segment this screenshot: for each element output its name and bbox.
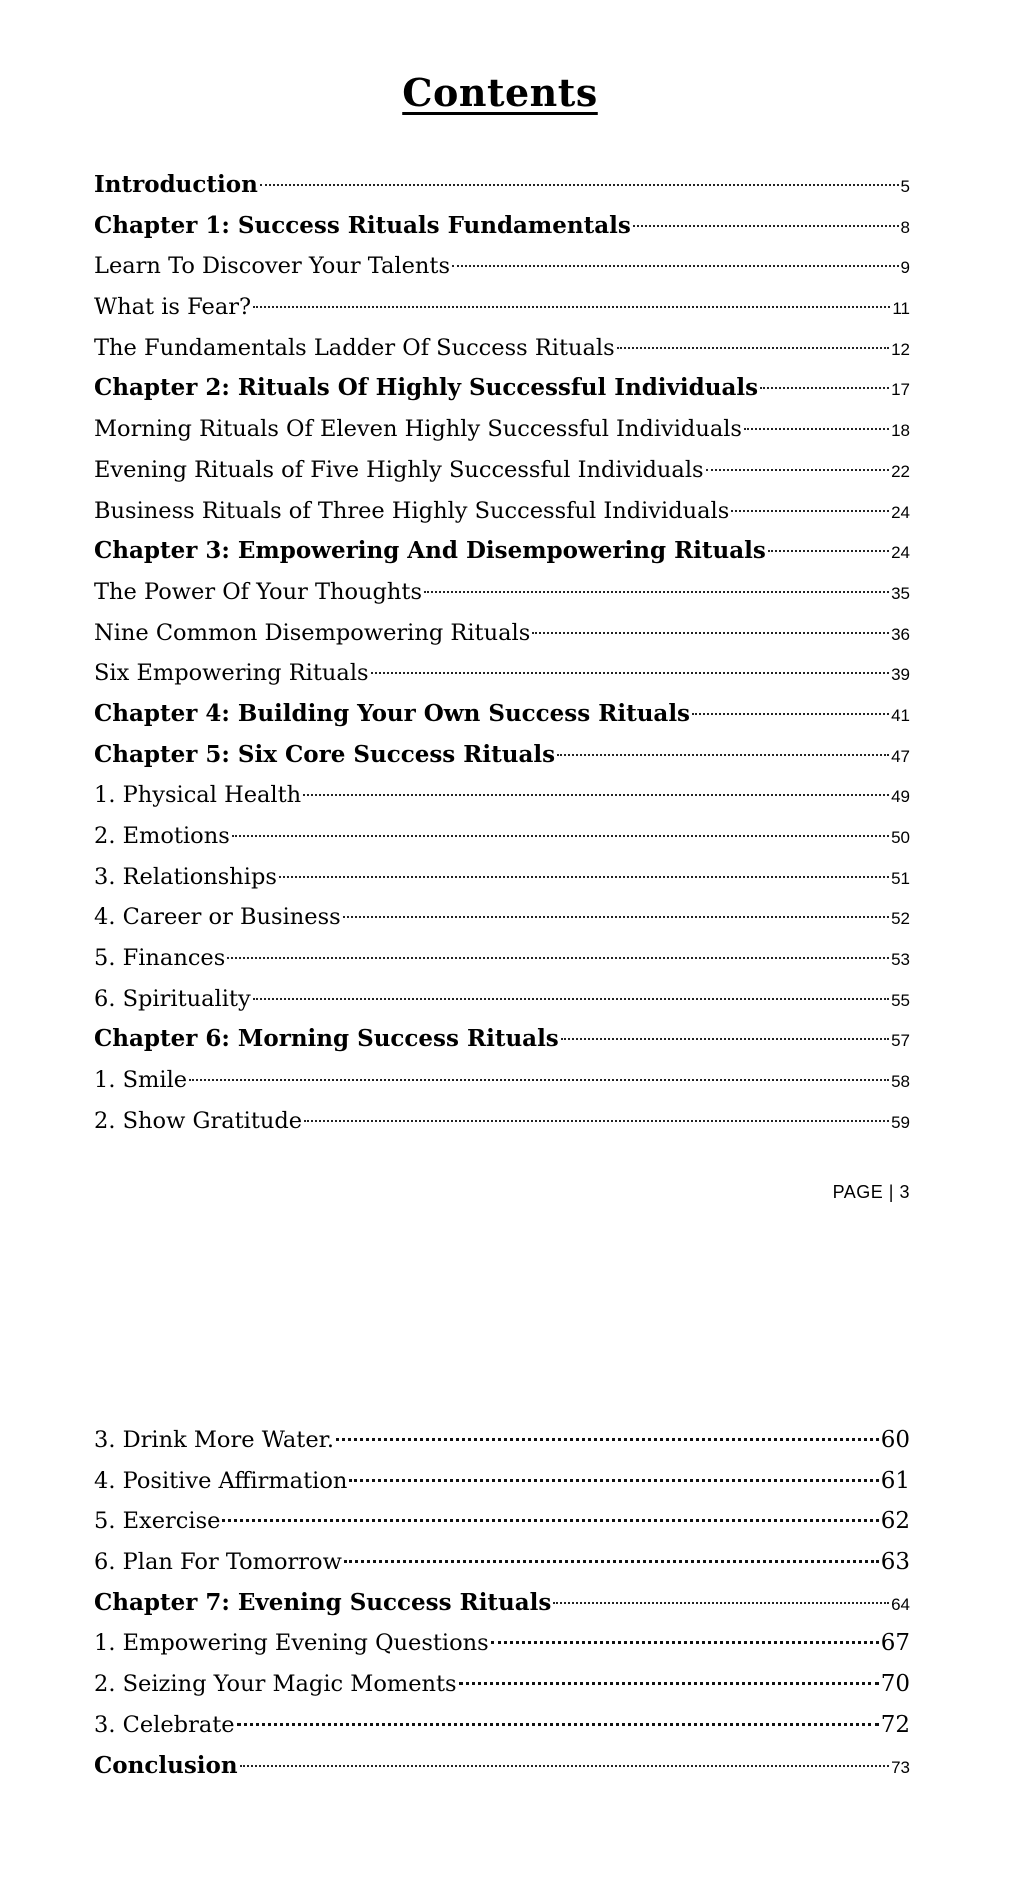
- toc-entry-label: Chapter 6: Morning Success Rituals: [94, 1025, 559, 1053]
- toc-entry[interactable]: [94, 1664, 910, 1705]
- toc-entry-label: What is Fear?: [94, 294, 252, 321]
- page-title: Contents: [402, 70, 598, 115]
- toc-entry-label: Chapter 3: Empowering And Disempowering Rituals: [94, 537, 766, 565]
- toc-entry[interactable]: [94, 816, 910, 857]
- dot-leader: [706, 469, 890, 471]
- toc-entry-label: 6. Plan For Tomorrow: [94, 1549, 342, 1576]
- toc-entry-page-number: 59: [891, 1112, 910, 1132]
- toc-entry-page-number: 22: [891, 461, 910, 481]
- toc-entry-page-number: 67: [880, 1630, 910, 1657]
- toc-entry-label: Introduction: [94, 171, 258, 198]
- dot-leader: [731, 510, 889, 512]
- dot-leader: [692, 713, 889, 715]
- toc-entry-page-number: 57: [891, 1031, 910, 1051]
- toc-entry-page-number: 52: [891, 909, 910, 929]
- toc-entry-label: Six Empowering Rituals: [94, 660, 369, 687]
- toc-entry-label: Business Rituals of Three Highly Successful Individuals: [94, 497, 730, 524]
- toc-entry-page-number: 53: [891, 950, 910, 970]
- dot-leader: [452, 265, 899, 267]
- toc-entry-page-number: 61: [880, 1467, 910, 1494]
- toc-entry-page-number: 5: [900, 177, 910, 196]
- dot-leader: [491, 1641, 879, 1644]
- dot-leader: [227, 957, 889, 959]
- dot-leader: [349, 1479, 878, 1482]
- toc-entry-page-number: 60: [880, 1427, 910, 1453]
- toc-entry-label: 3. Relationships: [94, 863, 277, 890]
- toc-entry[interactable]: [94, 1060, 910, 1101]
- toc-entry-label: Chapter 5: Six Core Success Rituals: [94, 740, 556, 768]
- toc-entry-label: 3. Celebrate: [94, 1711, 235, 1738]
- toc-entry-page-number: 18: [891, 421, 910, 441]
- toc-entry[interactable]: [94, 206, 910, 247]
- dot-leader: [371, 672, 890, 674]
- dot-leader: [424, 591, 889, 593]
- toc-entry-page-number: 8: [900, 217, 910, 237]
- dot-leader: [303, 794, 889, 796]
- toc-entry[interactable]: [94, 409, 910, 450]
- toc-entry-page-number: 24: [891, 502, 910, 522]
- toc-entry-page-number: 17: [891, 380, 910, 400]
- dot-leader: [304, 1120, 889, 1122]
- toc-entry-page-number: 9: [900, 258, 910, 278]
- dot-leader: [557, 754, 889, 756]
- toc-entry[interactable]: [94, 572, 910, 613]
- toc-entry[interactable]: [94, 938, 910, 979]
- toc-entry-page-number: 50: [891, 828, 910, 847]
- toc-entry[interactable]: [94, 1501, 910, 1542]
- toc-entry-label: Evening Rituals of Five Highly Successful Individuals: [94, 456, 704, 483]
- dot-leader: [561, 1038, 889, 1040]
- toc-entry-label: 3. Drink More Water.: [94, 1427, 335, 1453]
- toc-entry-page-number: 35: [891, 583, 910, 603]
- dot-leader: [336, 1438, 879, 1441]
- toc-entry-page-number: 36: [891, 624, 910, 644]
- toc-entry[interactable]: [94, 531, 910, 572]
- toc-entry-page-number: 73: [891, 1757, 910, 1777]
- toc-entry[interactable]: [94, 450, 910, 491]
- toc-entry-page-number: 12: [891, 339, 910, 359]
- dot-leader: [553, 1602, 889, 1604]
- toc-entry-page-number: 51: [891, 868, 910, 888]
- table-of-contents-part-1: [94, 165, 910, 1142]
- toc-entry-label: Chapter 4: Building Your Own Success Rituals: [94, 699, 691, 727]
- dot-leader: [459, 1682, 879, 1685]
- toc-entry-page-number: 11: [892, 299, 910, 319]
- dot-leader: [343, 916, 889, 918]
- dot-leader: [768, 550, 889, 552]
- dot-leader: [260, 184, 899, 186]
- toc-entry-page-number: 55: [891, 990, 910, 1010]
- toc-entry-page-number: 24: [891, 543, 910, 563]
- toc-entry[interactable]: [94, 368, 910, 409]
- toc-entry-page-number: 70: [880, 1671, 910, 1698]
- table-of-contents-part-2: [94, 1420, 910, 1786]
- toc-entry-label: 1. Empowering Evening Questions: [94, 1630, 489, 1657]
- dot-leader: [617, 347, 889, 349]
- toc-entry-label: Learn To Discover Your Talents: [94, 253, 451, 280]
- toc-entry-label: 5. Finances: [94, 945, 226, 972]
- dot-leader: [279, 876, 889, 878]
- dot-leader: [253, 306, 890, 308]
- toc-entry[interactable]: [94, 287, 910, 328]
- dot-leader: [744, 428, 889, 430]
- toc-entry[interactable]: [94, 1623, 910, 1664]
- toc-entry-label: 5. Exercise: [94, 1508, 221, 1535]
- toc-entry[interactable]: [94, 653, 910, 694]
- toc-entry[interactable]: [94, 1542, 910, 1583]
- dot-leader: [633, 225, 899, 227]
- toc-entry[interactable]: [94, 1019, 910, 1060]
- toc-entry-label: 4. Positive Affirmation: [94, 1467, 348, 1494]
- toc-entry-label: 6. Spirituality: [94, 985, 251, 1012]
- toc-entry[interactable]: [94, 165, 910, 206]
- toc-entry[interactable]: [94, 1746, 910, 1787]
- dot-leader: [253, 998, 889, 1000]
- toc-entry[interactable]: [94, 735, 910, 776]
- toc-entry-label: Morning Rituals Of Eleven Highly Successful Individuals: [94, 416, 742, 443]
- toc-entry[interactable]: [94, 1461, 910, 1502]
- page-number-footer: PAGE | 3: [832, 1182, 910, 1202]
- dot-leader: [240, 1765, 889, 1767]
- toc-entry-label: 1. Physical Health: [94, 782, 302, 809]
- toc-entry[interactable]: [94, 1101, 910, 1142]
- dot-leader: [532, 632, 889, 634]
- toc-entry-page-number: 39: [891, 665, 910, 685]
- toc-entry-label: The Fundamentals Ladder Of Success Rituals: [94, 334, 615, 361]
- toc-entry[interactable]: [94, 897, 910, 938]
- toc-entry-page-number: 63: [880, 1549, 910, 1576]
- toc-entry-label: 2. Seizing Your Magic Moments: [94, 1671, 457, 1698]
- dot-leader: [237, 1723, 879, 1726]
- toc-entry-label: Nine Common Disempowering Rituals: [94, 619, 531, 646]
- dot-leader: [189, 1079, 889, 1081]
- toc-entry-label: 2. Show Gratitude: [94, 1107, 303, 1134]
- toc-entry[interactable]: [94, 1705, 910, 1746]
- toc-entry[interactable]: [94, 857, 910, 898]
- toc-entry[interactable]: [94, 1420, 910, 1461]
- toc-entry-page-number: 49: [891, 787, 910, 807]
- dot-leader: [232, 835, 889, 837]
- toc-entry-label: Conclusion: [94, 1751, 238, 1779]
- toc-entry-label: 2. Emotions: [94, 823, 230, 849]
- dot-leader: [222, 1519, 878, 1522]
- dot-leader: [760, 387, 889, 389]
- toc-entry[interactable]: [94, 775, 910, 816]
- toc-entry-page-number: 64: [891, 1594, 910, 1614]
- toc-entry-label: The Power Of Your Thoughts: [94, 578, 423, 605]
- toc-entry-label: Chapter 7: Evening Success Rituals: [94, 1588, 552, 1616]
- toc-entry-page-number: 72: [880, 1711, 910, 1738]
- toc-entry-page-number: 47: [891, 746, 910, 766]
- toc-entry[interactable]: [94, 979, 910, 1020]
- toc-entry-page-number: 41: [891, 705, 910, 725]
- toc-entry[interactable]: [94, 694, 910, 735]
- toc-entry[interactable]: [94, 1583, 910, 1624]
- toc-entry[interactable]: [94, 613, 910, 654]
- toc-entry-page-number: 58: [891, 1072, 910, 1092]
- toc-entry-label: Chapter 1: Success Rituals Fundamentals: [94, 211, 631, 239]
- toc-entry-page-number: 62: [880, 1508, 910, 1535]
- toc-entry[interactable]: [94, 246, 910, 287]
- toc-entry-label: Chapter 2: Rituals Of Highly Successful Individuals: [94, 374, 759, 402]
- toc-entry[interactable]: [94, 328, 910, 369]
- dot-leader: [344, 1560, 879, 1563]
- toc-entry[interactable]: [94, 491, 910, 532]
- toc-entry-label: 1. Smile: [94, 1067, 188, 1094]
- toc-entry-label: 4. Career or Business: [94, 904, 341, 931]
